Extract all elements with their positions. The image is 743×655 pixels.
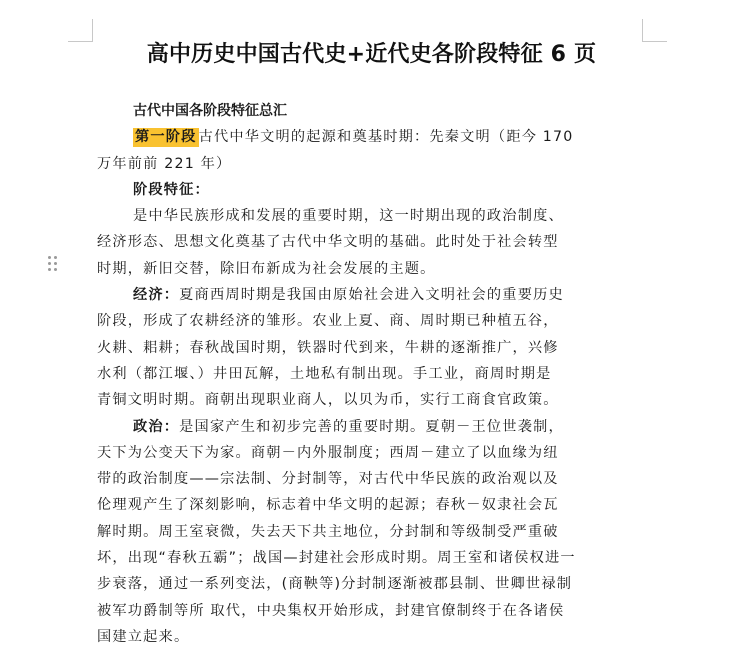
economy-line: 阶段，形成了农耕经济的雏形。农业上夏、商、周时期已种植五谷， — [97, 313, 559, 330]
features-label-line — [97, 177, 635, 203]
economy-first-text: 夏商西周时期是我国由原始社会进入文明社会的重要历史 — [179, 287, 564, 304]
stage-label-highlight: 第一阶段 — [135, 129, 197, 146]
politics-label: 政治： — [133, 418, 180, 435]
politics-line: 被军功爵制等所 取代，中央集权开始形成，封建官僚制终于在各诸侯 — [97, 602, 565, 619]
politics-first-line — [97, 414, 635, 440]
economy-first-line — [97, 282, 635, 308]
politics-line: 伦理观产生了深刻影响，标志着中华文明的起源；春秋－奴隶社会瓦 — [97, 497, 559, 514]
section-heading-line — [97, 98, 635, 124]
economy-label: 经济： — [133, 287, 180, 304]
economy-line: 水利（都江堰、）井田瓦解，土地私有制出现。手工业，商周时期是 — [97, 365, 552, 382]
document-body — [97, 98, 635, 650]
features-line: 经济形态、思想文化奠基了古代中华文明的基础。此时处于社会转型 — [97, 234, 559, 251]
section-heading: 古代中国各阶段特征总汇 — [133, 103, 287, 119]
politics-line: 国建立起来。 — [97, 628, 190, 645]
features-label: 阶段特征： — [133, 181, 210, 198]
document-title: 高中历史中国古代史+近代史各阶段特征 6 页 — [146, 42, 597, 67]
economy-line: 青铜文明时期。商朝出现职业商人，以贝为币，实行工商食官政策。 — [97, 392, 559, 409]
features-line: 是中华民族形成和发展的重要时期，这一时期出现的政治制度、 — [133, 208, 564, 225]
stage1-line-1 — [97, 124, 635, 150]
politics-line: 解时期。周王室衰微，失去天下共主地位，分封制和等级制受严重破 — [97, 523, 559, 540]
features-line: 时期，新旧交替，除旧布新成为社会发展的主题。 — [97, 260, 436, 277]
politics-line: 带的政治制度——宗法制、分封制等，对古代中华民族的政治观以及 — [97, 471, 559, 488]
politics-first-text: 是国家产生和初步完善的重要时期。夏朝－王位世袭制， — [179, 418, 564, 435]
economy-line: 火耕、耜耕；春秋战国时期，铁器时代到来，牛耕的逐渐推广，兴修 — [97, 339, 559, 356]
drag-handle-icon[interactable] — [48, 256, 58, 272]
stage1-line-2: 万年前前 221 年） — [97, 155, 232, 172]
politics-line: 步衰落，通过一系列变法，(商鞅等)分封制逐渐被郡县制、世卿世禄制 — [97, 576, 573, 593]
stage1-title-text: 古代中华文明的起源和奠基时期：先秦文明（距今 170 — [198, 129, 574, 146]
politics-line: 坏，出现“春秋五霸”；战国—封建社会形成时期。周王室和诸侯权进一 — [97, 550, 576, 567]
politics-line: 天下为公变天下为家。商朝－内外服制度；西周－建立了以血缘为纽 — [97, 444, 559, 461]
